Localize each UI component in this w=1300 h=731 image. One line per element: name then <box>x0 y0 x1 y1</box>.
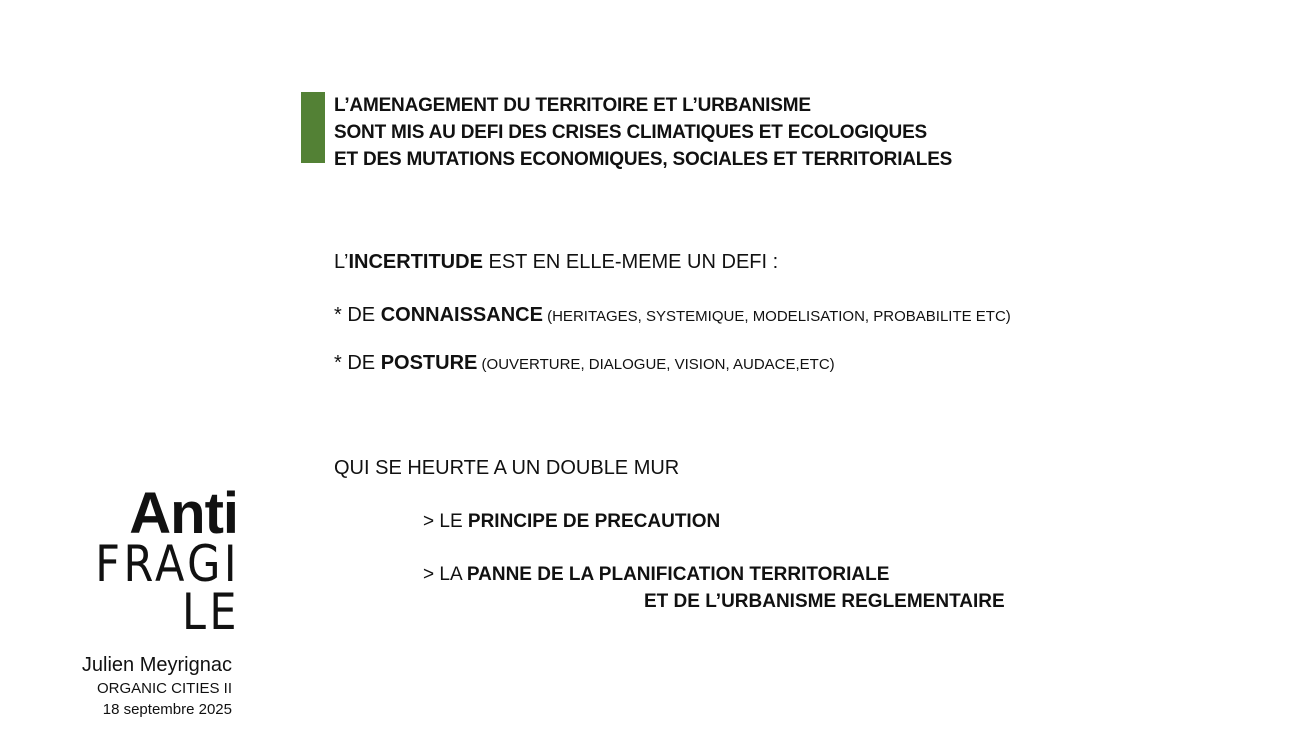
logo-le: LE <box>181 583 240 641</box>
logo-anti: Anti <box>129 481 238 546</box>
logo-fragi: FRAGI <box>95 535 241 593</box>
connaissance-line <box>334 304 1011 327</box>
antifragile-logo <box>60 481 241 641</box>
headline-line-3: ET DES MUTATIONS ECONOMIQUES, SOCIALES ET TERRITORIALES <box>334 149 953 170</box>
panne-prefix: > LA <box>423 564 467 585</box>
precaution-line <box>423 511 720 533</box>
panne-keyword: PANNE DE LA PLANIFICATION TERRITORIALE <box>466 564 890 585</box>
precaution-keyword: PRINCIPE DE PRECAUTION <box>467 511 721 532</box>
posture-keyword: POSTURE <box>380 352 478 374</box>
headline <box>334 92 1094 173</box>
incertitude-suffix: EST EN ELLE-MEME UN DEFI : <box>482 251 779 273</box>
accent-bar <box>301 92 325 163</box>
posture-prefix: * DE <box>334 352 381 374</box>
author-date: 18 septembre 2025 <box>102 701 232 718</box>
posture-line <box>334 352 835 375</box>
panne-line-2: ET DE L’URBANISME REGLEMENTAIRE <box>644 591 1005 612</box>
double-mur-line: QUI SE HEURTE A UN DOUBLE MUR <box>334 457 680 479</box>
incertitude-prefix: L’ <box>334 251 349 273</box>
panne-line <box>423 564 889 586</box>
connaissance-keyword: CONNAISSANCE <box>380 304 543 326</box>
author-block <box>82 652 232 720</box>
incertitude-line <box>334 251 778 274</box>
posture-detail: (OUVERTURE, DIALOGUE, VISION, AUDACE,ETC) <box>477 356 835 373</box>
precaution-prefix: > LE <box>423 511 468 532</box>
headline-line-1: L’AMENAGEMENT DU TERRITOIRE ET L’URBANISME <box>334 95 811 116</box>
incertitude-keyword: INCERTITUDE <box>348 251 483 273</box>
headline-line-2: SONT MIS AU DEFI DES CRISES CLIMATIQUES ET ECOLOGIQUES <box>334 122 928 143</box>
connaissance-detail: (HERITAGES, SYSTEMIQUE, MODELISATION, PROBABILITE ETC) <box>542 308 1011 325</box>
author-event: ORGANIC CITIES II <box>96 680 232 697</box>
author-name: Julien Meyrignac <box>81 654 232 676</box>
connaissance-prefix: * DE <box>334 304 381 326</box>
